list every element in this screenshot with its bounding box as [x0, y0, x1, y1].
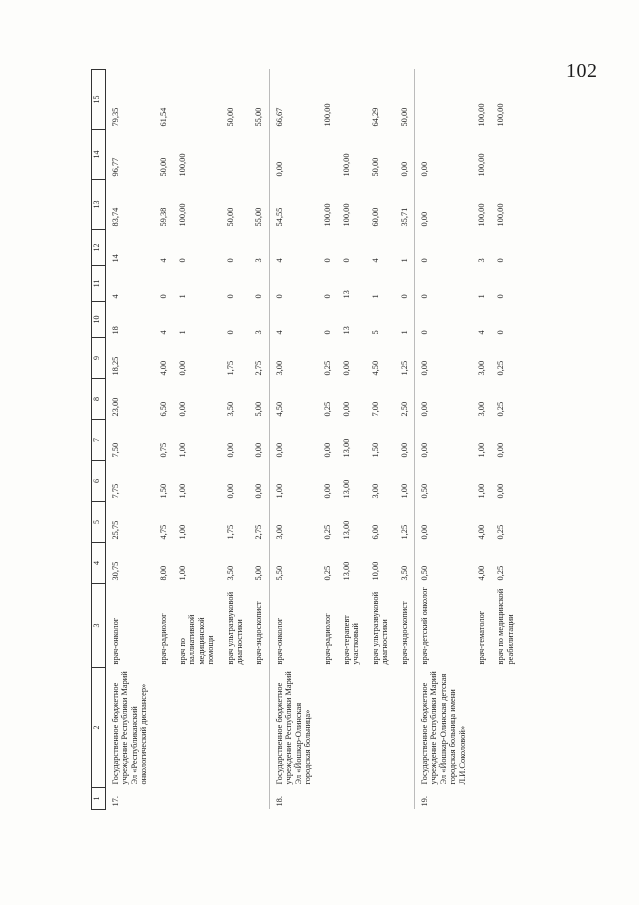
value-cell: 55,00 [254, 207, 264, 227]
row-number-cell [154, 788, 173, 810]
value-cell: 100,00 [476, 103, 486, 127]
value-cell: 100,00 [476, 153, 486, 177]
value-cell: 4 [106, 266, 154, 302]
value-cell: 7,50 [106, 420, 154, 461]
position-cell: врач-детский онколог [414, 584, 472, 668]
row-number-cell: 18. [269, 788, 317, 810]
value-cell: 1 [476, 294, 486, 299]
value-cell: 0,00 [178, 401, 188, 417]
position-cell: врач по паллиативной медицинской помощи [178, 614, 216, 665]
value-cell: 4,50 [269, 379, 317, 420]
value-cell: 1 [178, 330, 188, 335]
value-cell: 14 [106, 230, 154, 266]
value-cell: 30,75 [106, 543, 154, 584]
value-cell: 0,00 [414, 130, 472, 180]
value-cell: 4,00 [158, 360, 168, 376]
column-header: 3 [92, 584, 106, 668]
institution-cell [395, 668, 415, 788]
value-cell: 60,00 [370, 207, 380, 227]
column-header: 14 [92, 130, 106, 180]
value-cell: 10,00 [370, 561, 380, 581]
row-number-cell [337, 788, 366, 810]
value-cell: 4 [476, 330, 486, 335]
value-cell: 0,00 [269, 130, 317, 180]
value-cell: 0,00 [414, 379, 472, 420]
row-number-cell [472, 788, 491, 810]
column-header: 7 [92, 420, 106, 461]
table-row [269, 70, 317, 810]
column-header: 2 [92, 668, 106, 788]
value-cell: 0 [414, 302, 472, 338]
value-cell: 0,00 [341, 401, 351, 417]
value-cell: 0,00 [414, 338, 472, 379]
value-cell: 25,75 [106, 502, 154, 543]
value-cell: 1,50 [370, 442, 380, 458]
value-cell: 61,54 [158, 107, 168, 127]
value-cell: 18,25 [106, 338, 154, 379]
value-cell: 3 [254, 330, 264, 335]
value-cell: 5 [370, 330, 380, 335]
value-cell: 59,38 [158, 207, 168, 227]
row-number-cell [173, 788, 221, 810]
row-number-cell [491, 788, 520, 810]
table-row [221, 70, 250, 810]
value-cell: 0,75 [158, 442, 168, 458]
value-cell: 1,25 [399, 360, 409, 376]
value-cell: 18 [106, 302, 154, 338]
value-cell: 13 [341, 326, 351, 335]
value-cell: 1 [178, 294, 188, 299]
row-number-cell [249, 788, 269, 810]
row-number-cell: 19. [414, 788, 472, 810]
value-cell: 1,00 [178, 524, 188, 540]
column-header: 13 [92, 180, 106, 230]
value-cell: 50,00 [399, 107, 409, 127]
value-cell [318, 130, 337, 180]
position-cell: врач-онколог [106, 584, 154, 668]
position-cell: врач-онколог [269, 584, 317, 668]
value-cell: 4 [158, 330, 168, 335]
value-cell: 0 [414, 230, 472, 266]
value-cell: 5,00 [254, 401, 264, 417]
value-cell: 0,25 [322, 360, 332, 376]
value-cell: 3,50 [225, 565, 235, 581]
value-cell: 96,77 [106, 130, 154, 180]
position-cell: врач-терапевт участковый [341, 615, 361, 665]
value-cell: 13,00 [341, 520, 351, 540]
value-cell: 0 [322, 294, 332, 299]
value-cell: 54,55 [269, 180, 317, 230]
table-row [337, 70, 366, 810]
value-cell: 100,00 [341, 153, 351, 177]
value-cell: 6,00 [370, 524, 380, 540]
value-cell: 100,00 [178, 153, 188, 177]
value-cell: 2,75 [254, 360, 264, 376]
value-cell: 0 [399, 294, 409, 299]
value-cell: 1 [370, 294, 380, 299]
column-header: 5 [92, 502, 106, 543]
value-cell: 1,00 [178, 565, 188, 581]
table-row [414, 70, 472, 810]
page-number: 102 [566, 60, 598, 82]
value-cell: 0 [496, 258, 506, 263]
value-cell: 3,00 [476, 360, 486, 376]
row-number-cell [318, 788, 337, 810]
column-header: 4 [92, 543, 106, 584]
institution-cell: Государственное бюджетное учреждение Республики Марий Эл «Йошкар-Олинская городская больница» [269, 668, 317, 788]
value-cell: 13,00 [341, 561, 351, 581]
value-cell: 0 [254, 294, 264, 299]
value-cell: 23,00 [106, 379, 154, 420]
column-header: 11 [92, 266, 106, 302]
value-cell: 1,50 [158, 483, 168, 499]
value-cell: 0,00 [225, 442, 235, 458]
value-cell: 0 [158, 294, 168, 299]
value-cell: 0,00 [341, 360, 351, 376]
value-cell: 0 [225, 330, 235, 335]
value-cell: 4,75 [158, 524, 168, 540]
value-cell: 1,00 [476, 442, 486, 458]
value-cell: 2,50 [399, 401, 409, 417]
institution-cell [221, 668, 250, 788]
value-cell: 3,00 [269, 338, 317, 379]
value-cell: 4 [269, 230, 317, 266]
value-cell: 4 [370, 258, 380, 263]
column-header: 9 [92, 338, 106, 379]
value-cell: 0,25 [322, 565, 332, 581]
value-cell: 35,71 [399, 207, 409, 227]
row-number-cell [366, 788, 395, 810]
table-row [154, 70, 173, 810]
value-cell: 55,00 [254, 107, 264, 127]
value-cell: 0 [341, 258, 351, 263]
value-cell: 100,00 [322, 203, 332, 227]
value-cell: 3 [476, 258, 486, 263]
value-cell: 50,00 [225, 107, 235, 127]
value-cell: 7,00 [370, 401, 380, 417]
value-cell: 13 [341, 290, 351, 299]
position-cell: врач ультразвуковой диагностики [370, 591, 390, 665]
value-cell: 100,00 [322, 103, 332, 127]
row-number-cell: 17. [106, 788, 154, 810]
value-cell [337, 70, 366, 130]
value-cell: 1,75 [225, 524, 235, 540]
value-cell: 0 [269, 266, 317, 302]
value-cell: 0,00 [178, 360, 188, 376]
value-cell: 0 [414, 266, 472, 302]
value-cell: 4 [269, 302, 317, 338]
value-cell: 0,00 [269, 420, 317, 461]
column-header: 12 [92, 230, 106, 266]
position-cell: врач-радиолог [158, 613, 168, 665]
position-cell: врач ультразвуковой диагностики [225, 591, 245, 665]
value-cell: 50,00 [225, 207, 235, 227]
value-cell: 5,00 [254, 565, 264, 581]
table-row [472, 70, 491, 810]
table-body [106, 70, 521, 810]
value-cell: 1,00 [178, 483, 188, 499]
value-cell: 100,00 [496, 103, 506, 127]
institution-cell [472, 668, 491, 788]
value-cell: 0,00 [254, 442, 264, 458]
institution-cell: Государственное бюджетное учреждение Республики Марий Эл «Йошкар-Олинская детская городская больница имени Л.И.Соколовой» [414, 668, 472, 788]
value-cell: 66,67 [269, 70, 317, 130]
value-cell: 64,29 [370, 107, 380, 127]
position-cell: врач по медицинской реабилитации [496, 588, 515, 665]
value-cell: 0,25 [322, 401, 332, 417]
value-cell: 79,35 [106, 70, 154, 130]
value-cell: 1 [399, 258, 409, 263]
institution-cell [249, 668, 269, 788]
value-cell: 13,00 [341, 479, 351, 499]
value-cell: 4 [158, 258, 168, 263]
value-cell: 1,00 [476, 483, 486, 499]
value-cell: 0,00 [414, 180, 472, 230]
value-cell: 0,50 [414, 543, 472, 584]
value-cell: 3 [254, 258, 264, 263]
value-cell: 1,25 [399, 524, 409, 540]
value-cell [221, 130, 250, 180]
table-row [173, 70, 221, 810]
value-cell: 8,00 [158, 565, 168, 581]
value-cell: 3,00 [269, 502, 317, 543]
value-cell: 1,75 [225, 360, 235, 376]
value-cell: 3,50 [225, 401, 235, 417]
value-cell: 4,50 [370, 360, 380, 376]
value-cell: 0,00 [414, 420, 472, 461]
value-cell: 0,00 [254, 483, 264, 499]
value-cell: 50,00 [158, 157, 168, 177]
table-row [106, 70, 154, 810]
value-cell [491, 130, 520, 180]
staffing-table [91, 69, 520, 810]
value-cell: 4,00 [476, 524, 486, 540]
value-cell: 0,00 [496, 483, 506, 499]
position-cell: врач-гематолог [476, 610, 486, 665]
value-cell: 0,25 [496, 401, 506, 417]
value-cell: 100,00 [178, 203, 188, 227]
value-cell: 100,00 [496, 203, 506, 227]
value-cell [414, 70, 472, 130]
value-cell: 3,00 [476, 401, 486, 417]
value-cell: 0 [225, 258, 235, 263]
value-cell: 0,00 [496, 442, 506, 458]
column-header: 6 [92, 461, 106, 502]
value-cell: 13,00 [341, 438, 351, 458]
row-number-cell [221, 788, 250, 810]
value-cell: 1,00 [399, 483, 409, 499]
value-cell: 0,00 [399, 161, 409, 177]
header-row [92, 70, 106, 810]
value-cell: 0,25 [496, 524, 506, 540]
value-cell: 2,75 [254, 524, 264, 540]
column-header: 1 [92, 788, 106, 810]
value-cell: 3,50 [399, 565, 409, 581]
value-cell: 0 [225, 294, 235, 299]
value-cell: 0,00 [414, 502, 472, 543]
value-cell: 50,00 [370, 157, 380, 177]
value-cell: 83,74 [106, 180, 154, 230]
table-row [318, 70, 337, 810]
value-cell: 1,00 [269, 461, 317, 502]
institution-cell [318, 668, 337, 788]
value-cell: 0,00 [399, 442, 409, 458]
value-cell: 1 [399, 330, 409, 335]
value-cell: 0,25 [496, 565, 506, 581]
value-cell: 0,00 [322, 483, 332, 499]
table-row [395, 70, 415, 810]
value-cell: 4,00 [476, 565, 486, 581]
institution-cell [154, 668, 173, 788]
value-cell: 3,00 [370, 483, 380, 499]
value-cell [249, 130, 269, 180]
table-row [491, 70, 520, 810]
institution-cell [337, 668, 366, 788]
value-cell: 7,75 [106, 461, 154, 502]
institution-cell: Государственное бюджетное учреждение Республики Марий Эл «Республиканский онкологический диспансер» [106, 668, 154, 788]
value-cell: 0 [496, 330, 506, 335]
value-cell: 0,25 [322, 524, 332, 540]
rotated-table-area [91, 70, 525, 810]
table-row [249, 70, 269, 810]
column-header: 8 [92, 379, 106, 420]
value-cell: 0,00 [225, 483, 235, 499]
value-cell: 1,00 [178, 442, 188, 458]
institution-cell [173, 668, 221, 788]
value-cell: 6,50 [158, 401, 168, 417]
column-header: 15 [92, 70, 106, 130]
institution-cell [366, 668, 395, 788]
position-cell: врач-эндоскопист [399, 601, 409, 665]
value-cell: 0 [322, 258, 332, 263]
value-cell: 0 [496, 294, 506, 299]
value-cell [173, 70, 221, 130]
row-number-cell [395, 788, 415, 810]
institution-cell [491, 668, 520, 788]
table-row [366, 70, 395, 810]
value-cell: 0 [178, 258, 188, 263]
value-cell: 0,50 [414, 461, 472, 502]
column-header: 10 [92, 302, 106, 338]
value-cell: 100,00 [476, 203, 486, 227]
position-cell: врач-эндоскопист [254, 601, 264, 665]
value-cell: 0 [322, 330, 332, 335]
value-cell: 0,00 [322, 442, 332, 458]
position-cell: врач-радиолог [322, 613, 332, 665]
value-cell: 5,50 [269, 543, 317, 584]
value-cell: 100,00 [341, 203, 351, 227]
value-cell: 0,25 [496, 360, 506, 376]
